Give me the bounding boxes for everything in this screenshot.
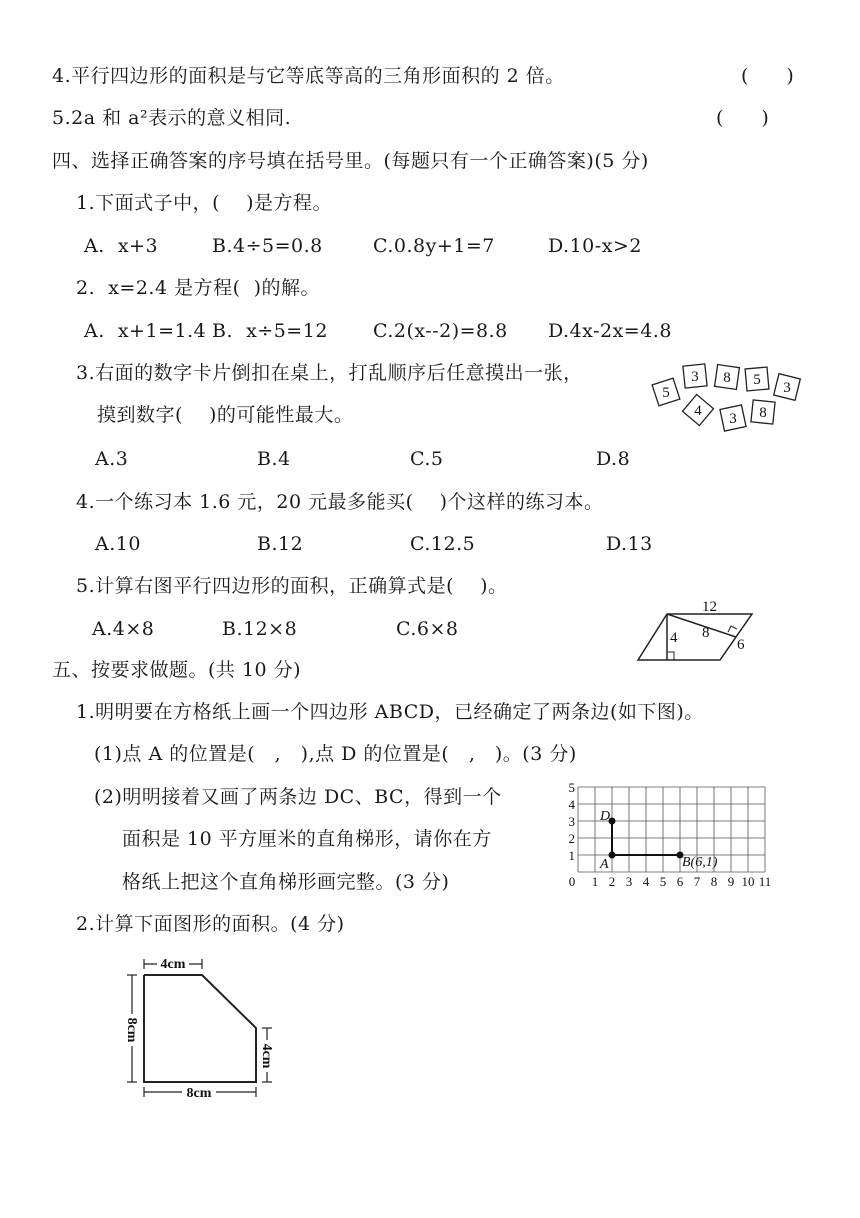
s5-q1-stem: 1.明明要在方格纸上画一个四边形 ABCD，已经确定了两条边(如下图)。 — [76, 701, 704, 723]
s4-q5-option-c[interactable]: C.6×8 — [396, 618, 459, 640]
dim-bottom-label: 8cm — [186, 1086, 212, 1098]
s4-q3-option-a[interactable]: A.3 — [95, 448, 129, 470]
s4-q5-stem: 5.计算右图平行四边形的面积，正确算式是( )。 — [76, 575, 508, 597]
section4-title: 四、选择正确答案的序号填在括号里。(每题只有一个正确答案)(5 分) — [52, 150, 649, 172]
card — [652, 378, 680, 406]
s4-q3-stem-line2: 摸到数字( )的可能性最大。 — [97, 404, 354, 426]
judge-q5-text: 5.2a 和 a²表示的意义相同. — [52, 107, 292, 129]
s5-q2-stem: 2.计算下面图形的面积。(4 分) — [76, 913, 345, 935]
label-side: 6 — [737, 637, 745, 653]
parallelogram-figure — [630, 596, 760, 664]
point-a — [610, 853, 615, 858]
grid-x-tick: 7 — [693, 874, 701, 889]
s4-q2-option-a[interactable]: A. x+1=1.4 — [84, 320, 207, 342]
grid-x-tick: 0 — [568, 874, 576, 889]
s4-q2-option-d[interactable]: D.4x-2x=4.8 — [548, 320, 672, 342]
right-angle-mark-bottom — [667, 652, 674, 660]
grid-x-tick: 11 — [758, 874, 772, 889]
grid-x-tick: 4 — [642, 874, 650, 889]
s4-q4-option-b[interactable]: B.12 — [257, 533, 304, 555]
grid-x-tick: 6 — [676, 874, 684, 889]
s5-q1-sub1: (1)点 A 的位置是( , ),点 D 的位置是( , )。(3 分) — [94, 743, 577, 765]
grid-y-tick: 1 — [568, 848, 575, 863]
judge-q4-answer-paren[interactable]: ( ) — [741, 65, 794, 87]
pentagon-outline — [144, 975, 256, 1082]
s4-q1-option-d[interactable]: D.10-x>2 — [548, 235, 642, 257]
s4-q1-option-a[interactable]: A. x+3 — [84, 235, 159, 257]
pentagon-figure — [122, 948, 282, 1098]
right-angle-mark-side — [728, 626, 737, 632]
card-label: 3 — [691, 369, 699, 385]
s4-q2-option-b[interactable]: B. x÷5=12 — [212, 320, 328, 342]
coordinate-grid — [566, 780, 782, 890]
s4-q2-stem: 2. x=2.4 是方程( )的解。 — [76, 277, 321, 299]
s4-q1-stem: 1.下面式子中，( )是方程。 — [76, 192, 332, 214]
label-diagonal: 8 — [702, 625, 710, 641]
grid-x-tick: 8 — [710, 874, 718, 889]
card — [720, 405, 746, 431]
s4-q4-stem: 4.一个练习本 1.6 元，20 元最多能买( )个这样的练习本。 — [76, 491, 604, 513]
label-top: 12 — [702, 599, 717, 615]
label-b: B(6,1) — [682, 855, 718, 870]
s4-q1-option-b[interactable]: B.4÷5=0.8 — [212, 235, 323, 257]
s4-q5-option-b[interactable]: B.12×8 — [222, 618, 298, 640]
s4-q3-option-c[interactable]: C.5 — [410, 448, 444, 470]
label-d: D — [600, 809, 611, 824]
card-label: 5 — [753, 372, 761, 388]
card-label: 3 — [783, 380, 791, 396]
dim-left-label: 8cm — [124, 1017, 139, 1043]
card — [751, 400, 775, 424]
judge-q4-text: 4.平行四边形的面积是与它等底等高的三角形面积的 2 倍。 — [52, 65, 565, 87]
grid-y-tick: 2 — [568, 831, 575, 846]
dim-top-label: 4cm — [160, 957, 186, 972]
s4-q3-stem-line1: 3.右面的数字卡片倒扣在桌上，打乱顺序后任意摸出一张， — [76, 362, 583, 384]
card-label: 4 — [694, 403, 702, 419]
dim-right-label: 4cm — [259, 1043, 274, 1069]
card — [683, 395, 714, 426]
card-label: 3 — [729, 411, 737, 427]
grid-x-tick: 9 — [727, 874, 735, 889]
label-height: 4 — [670, 630, 678, 646]
s5-q1-sub2-line3: 格纸上把这个直角梯形画完整。(3 分) — [122, 871, 450, 893]
card — [745, 367, 769, 391]
grid-x-tick: 5 — [659, 874, 667, 889]
s5-q1-sub2-line1: (2)明明接着又画了两条边 DC、BC，得到一个 — [94, 786, 502, 808]
section5-title: 五、按要求做题。(共 10 分) — [52, 659, 302, 681]
s5-q1-sub2-line2: 面积是 10 平方厘米的直角梯形，请你在方 — [122, 828, 492, 850]
card-label: 5 — [662, 385, 670, 401]
s4-q1-option-c[interactable]: C.0.8y+1=7 — [373, 235, 495, 257]
card-label: 8 — [723, 370, 731, 386]
label-a: A — [600, 857, 609, 872]
s4-q2-option-c[interactable]: C.2(x--2)=8.8 — [373, 320, 508, 342]
grid-y-tick: 5 — [568, 780, 575, 795]
s4-q4-option-d[interactable]: D.13 — [606, 533, 653, 555]
point-d — [610, 819, 615, 824]
card — [683, 364, 707, 388]
grid-y-tick: 4 — [568, 797, 575, 812]
grid-x-tick: 3 — [625, 874, 633, 889]
judge-q5-answer-paren[interactable]: ( ) — [716, 107, 769, 129]
s4-q4-option-a[interactable]: A.10 — [95, 533, 141, 555]
grid-x-tick: 2 — [608, 874, 616, 889]
s4-q3-option-d[interactable]: D.8 — [596, 448, 631, 470]
card — [774, 374, 801, 401]
grid-x-tick: 10 — [741, 874, 755, 889]
s4-q4-option-c[interactable]: C.12.5 — [410, 533, 476, 555]
s4-q5-option-a[interactable]: A.4×8 — [92, 618, 155, 640]
grid-x-tick: 1 — [591, 874, 599, 889]
card — [715, 365, 740, 390]
number-cards-figure — [648, 360, 808, 438]
grid-y-tick: 3 — [568, 814, 575, 829]
card-label: 8 — [759, 405, 767, 421]
s4-q3-option-b[interactable]: B.4 — [257, 448, 291, 470]
